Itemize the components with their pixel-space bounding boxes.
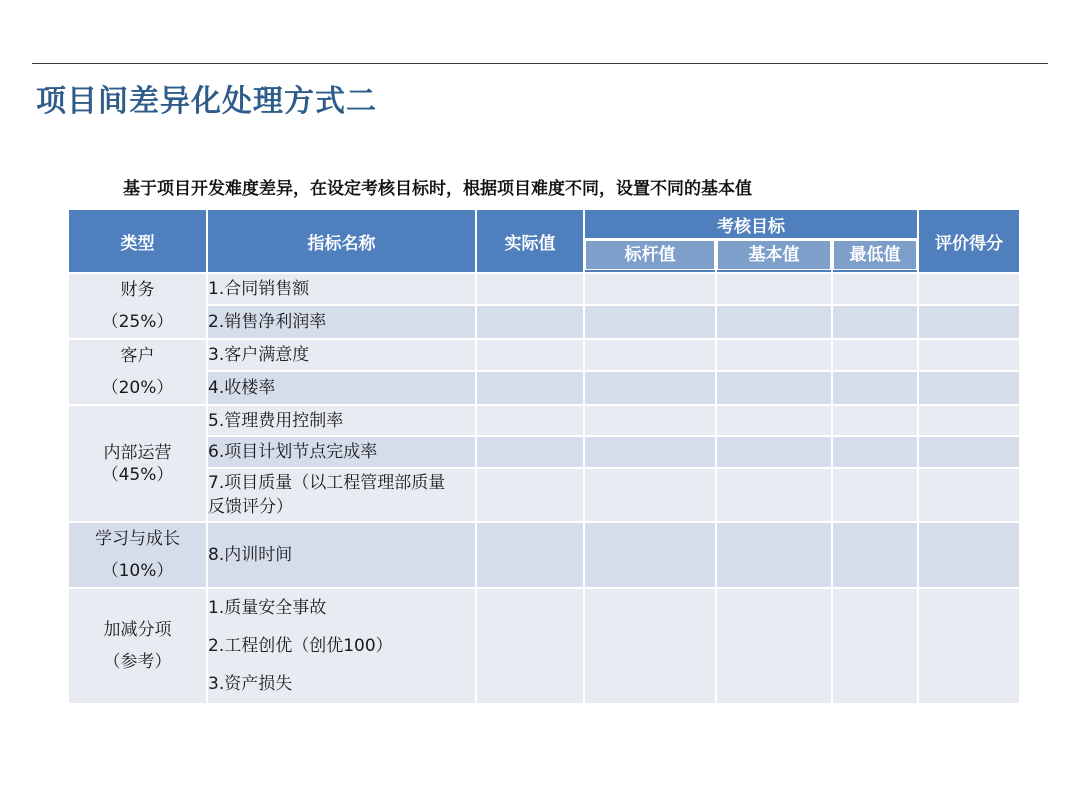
score-cell[interactable] bbox=[918, 371, 1020, 405]
actual-value-cell[interactable] bbox=[476, 436, 584, 468]
header-minimum-label: 最低值 bbox=[833, 240, 917, 270]
indicator-name: 6.项目计划节点完成率 bbox=[207, 436, 476, 468]
benchmark-value-cell[interactable] bbox=[584, 588, 716, 704]
minimum-value-cell[interactable] bbox=[832, 436, 918, 468]
type-cell-bonus bbox=[68, 588, 207, 704]
header-benchmark-label: 标杆值 bbox=[585, 240, 715, 270]
actual-value-cell[interactable] bbox=[476, 588, 584, 704]
type-weight: （10%） bbox=[101, 561, 174, 581]
page-title: 项目间差异化处理方式二 bbox=[36, 84, 377, 119]
indicator-name: 7.项目质量（以工程管理部质量反馈评分） bbox=[207, 468, 476, 522]
type-weight: （45%） bbox=[101, 464, 174, 485]
indicator-name: 8.内训时间 bbox=[207, 522, 476, 588]
type-cell-finance bbox=[68, 273, 207, 339]
actual-value-cell[interactable] bbox=[476, 405, 584, 436]
score-cell[interactable] bbox=[918, 273, 1020, 305]
type-cell-operations bbox=[68, 405, 207, 522]
benchmark-value-cell[interactable] bbox=[584, 468, 716, 522]
table-row bbox=[68, 468, 1020, 522]
table-row bbox=[68, 273, 1020, 305]
minimum-value-cell[interactable] bbox=[832, 588, 918, 704]
benchmark-value-cell[interactable] bbox=[584, 339, 716, 371]
type-name: 财务 bbox=[120, 280, 155, 300]
score-cell[interactable] bbox=[918, 339, 1020, 371]
header-base bbox=[716, 239, 832, 273]
indicator-name: 3.客户满意度 bbox=[207, 339, 476, 371]
actual-value-cell[interactable] bbox=[476, 339, 584, 371]
minimum-value-cell[interactable] bbox=[832, 405, 918, 436]
score-cell[interactable] bbox=[918, 436, 1020, 468]
benchmark-value-cell[interactable] bbox=[584, 273, 716, 305]
type-cell-customer bbox=[68, 339, 207, 405]
table-row bbox=[68, 371, 1020, 405]
benchmark-value-cell[interactable] bbox=[584, 405, 716, 436]
base-value-cell[interactable] bbox=[716, 436, 832, 468]
indicator-name: 1.质量安全事故 bbox=[208, 598, 327, 618]
indicator-name: 2.工程创优（创优100） bbox=[208, 636, 393, 656]
base-value-cell[interactable] bbox=[716, 273, 832, 305]
indicator-name: 2.销售净利润率 bbox=[207, 305, 476, 339]
actual-value-cell[interactable] bbox=[476, 468, 584, 522]
type-name: 加减分项 bbox=[103, 620, 172, 640]
table-row bbox=[68, 588, 1020, 704]
base-value-cell[interactable] bbox=[716, 468, 832, 522]
table-row bbox=[68, 339, 1020, 371]
indicator-name: 5.管理费用控制率 bbox=[207, 405, 476, 436]
kpi-table bbox=[67, 208, 1021, 705]
table-row bbox=[68, 436, 1020, 468]
base-value-cell[interactable] bbox=[716, 305, 832, 339]
type-name: 内部运营 bbox=[103, 442, 172, 463]
minimum-value-cell[interactable] bbox=[832, 468, 918, 522]
score-cell[interactable] bbox=[918, 468, 1020, 522]
indicator-name: 3.资产损失 bbox=[208, 674, 293, 694]
benchmark-value-cell[interactable] bbox=[584, 371, 716, 405]
base-value-cell[interactable] bbox=[716, 371, 832, 405]
indicator-name: 4.收楼率 bbox=[207, 371, 476, 405]
type-weight: （25%） bbox=[101, 312, 174, 332]
header-minimum bbox=[832, 239, 918, 273]
benchmark-value-cell[interactable] bbox=[584, 305, 716, 339]
score-cell[interactable] bbox=[918, 588, 1020, 704]
minimum-value-cell[interactable] bbox=[832, 305, 918, 339]
base-value-cell[interactable] bbox=[716, 522, 832, 588]
type-weight: （参考） bbox=[103, 652, 172, 672]
table-subtitle: 基于项目开发难度差异，在设定考核目标时，根据项目难度不同，设置不同的基本值 bbox=[123, 179, 752, 199]
minimum-value-cell[interactable] bbox=[832, 273, 918, 305]
actual-value-cell[interactable] bbox=[476, 273, 584, 305]
minimum-value-cell[interactable] bbox=[832, 371, 918, 405]
type-weight: （20%） bbox=[101, 378, 174, 398]
base-value-cell[interactable] bbox=[716, 339, 832, 371]
indicator-name: 1.合同销售额 bbox=[207, 273, 476, 305]
bonus-indicators bbox=[207, 588, 476, 704]
top-rule bbox=[32, 63, 1048, 64]
benchmark-value-cell[interactable] bbox=[584, 522, 716, 588]
header-actual: 实际值 bbox=[476, 209, 584, 273]
score-cell[interactable] bbox=[918, 305, 1020, 339]
base-value-cell[interactable] bbox=[716, 588, 832, 704]
actual-value-cell[interactable] bbox=[476, 305, 584, 339]
table-row bbox=[68, 405, 1020, 436]
table-row bbox=[68, 522, 1020, 588]
header-base-label: 基本值 bbox=[717, 240, 831, 270]
actual-value-cell[interactable] bbox=[476, 522, 584, 588]
benchmark-value-cell[interactable] bbox=[584, 436, 716, 468]
minimum-value-cell[interactable] bbox=[832, 522, 918, 588]
header-target-group: 考核目标 bbox=[584, 209, 918, 239]
type-name: 客户 bbox=[120, 346, 155, 366]
header-benchmark bbox=[584, 239, 716, 273]
header-score: 评价得分 bbox=[918, 209, 1020, 273]
header-indicator: 指标名称 bbox=[207, 209, 476, 273]
type-name: 学习与成长 bbox=[95, 529, 180, 549]
minimum-value-cell[interactable] bbox=[832, 339, 918, 371]
type-cell-learning bbox=[68, 522, 207, 588]
base-value-cell[interactable] bbox=[716, 405, 832, 436]
header-type: 类型 bbox=[68, 209, 207, 273]
score-cell[interactable] bbox=[918, 522, 1020, 588]
actual-value-cell[interactable] bbox=[476, 371, 584, 405]
table-row bbox=[68, 305, 1020, 339]
score-cell[interactable] bbox=[918, 405, 1020, 436]
